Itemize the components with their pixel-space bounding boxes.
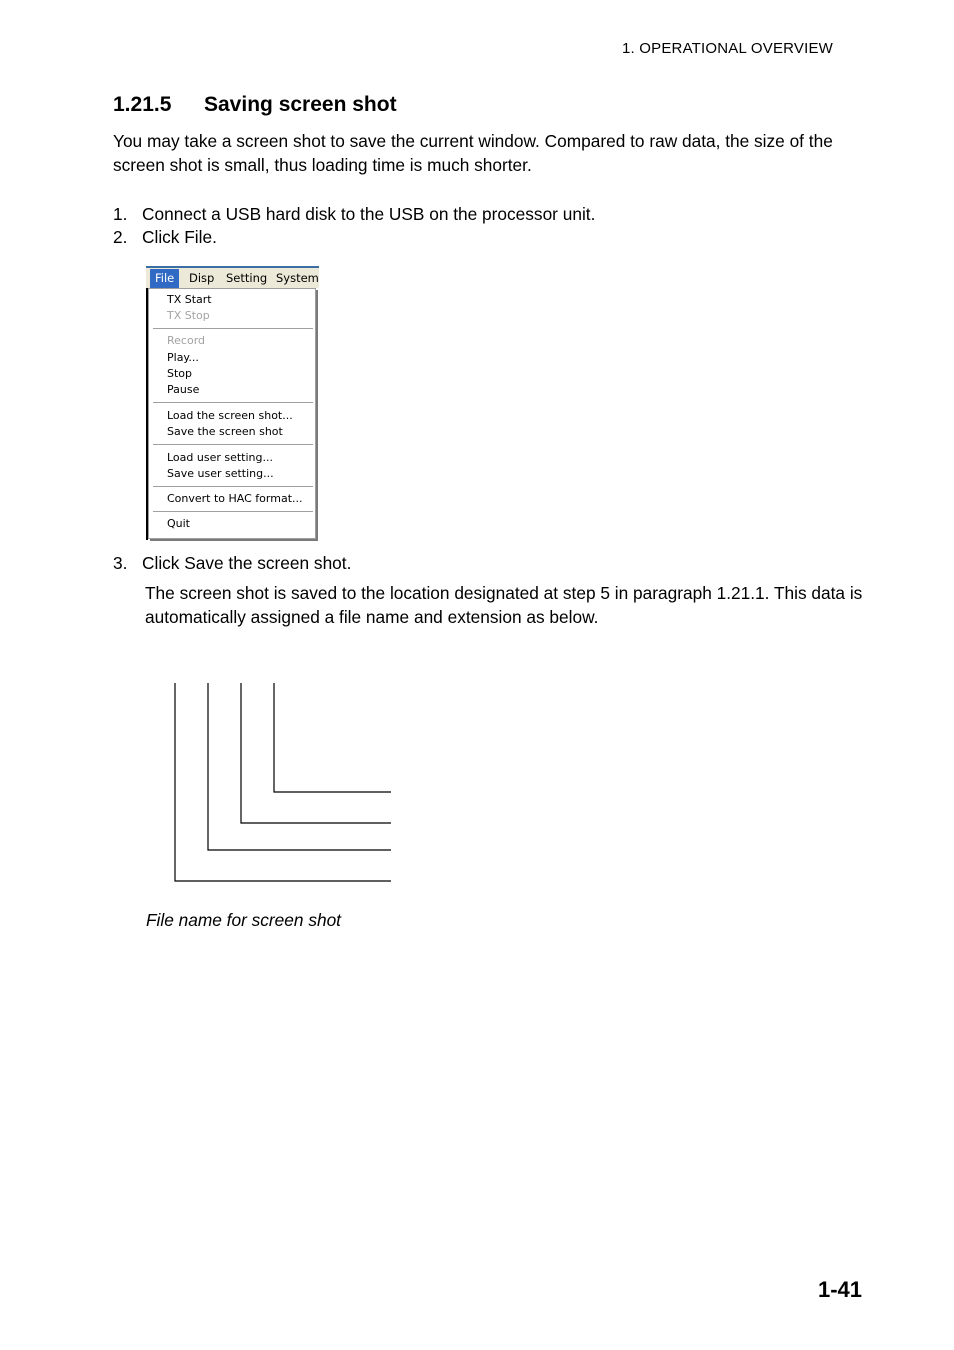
- menu-item-save-user-setting[interactable]: Save user setting...: [167, 467, 274, 480]
- menu-separator: [153, 402, 313, 404]
- bracket-line: [175, 683, 391, 881]
- menu-item-record: Record: [167, 334, 206, 347]
- step-text: Click File.: [142, 227, 217, 247]
- step-3-detail: The screen shot is saved to the location designated at step 5 in paragraph 1.21.1. This data is automatically assigned a file name and extension as below.: [145, 583, 863, 627]
- menu-separator: [153, 444, 313, 446]
- step-1: [113, 202, 595, 226]
- menu-item-stop[interactable]: Stop: [167, 367, 193, 380]
- bracket-line: [241, 683, 391, 823]
- page-number: 1-41: [818, 1277, 863, 1302]
- diagram-caption: File name for screen shot: [146, 910, 341, 930]
- file-name-diagram: [170, 680, 394, 886]
- menu-item-play[interactable]: Play...: [167, 351, 199, 364]
- section-heading: [113, 93, 397, 117]
- step-text: Connect a USB hard disk to the USB on the processor unit.: [142, 204, 596, 224]
- bracket-line: [208, 683, 391, 850]
- running-header: 1. OPERATIONAL OVERVIEW: [622, 40, 834, 57]
- menu-item-quit[interactable]: Quit: [167, 517, 190, 530]
- bracket-line: [274, 683, 391, 792]
- step-text: Click Save the screen shot.: [142, 553, 352, 573]
- file-menu-screenshot: [146, 266, 319, 540]
- intro-paragraph: You may take a screen shot to save the current window. Compared to raw data, the size of the screen shot is small, thus loading time is much shorter.: [113, 131, 833, 175]
- menu-separator: [153, 511, 313, 513]
- step-3: [113, 551, 351, 575]
- menu-file[interactable]: File: [150, 269, 179, 288]
- menu-system[interactable]: System: [276, 271, 319, 285]
- file-dropdown: [148, 288, 316, 539]
- menu-item-tx-start[interactable]: TX Start: [167, 293, 212, 306]
- section-number: 1.21.5: [113, 93, 172, 116]
- menu-setting[interactable]: Setting: [226, 271, 268, 285]
- menu-item-tx-stop: TX Stop: [167, 309, 210, 322]
- menu-item-pause[interactable]: Pause: [167, 383, 200, 396]
- step-number: 2.: [113, 227, 128, 247]
- menu-bar: [146, 266, 319, 288]
- menu-separator: [153, 328, 313, 330]
- menu-item-load-user-setting[interactable]: Load user setting...: [167, 451, 273, 464]
- section-title: Saving screen shot: [204, 93, 397, 116]
- menu-separator: [153, 486, 313, 488]
- step-number: 3.: [113, 553, 128, 573]
- menu-item-convert-hac[interactable]: Convert to HAC format...: [167, 492, 303, 505]
- menu-item-load-screen-shot[interactable]: Load the screen shot...: [167, 409, 293, 422]
- step-number: 1.: [113, 204, 128, 224]
- menu-item-save-screen-shot[interactable]: Save the screen shot: [167, 425, 283, 438]
- menu-disp[interactable]: Disp: [189, 271, 215, 285]
- step-2: [113, 225, 217, 249]
